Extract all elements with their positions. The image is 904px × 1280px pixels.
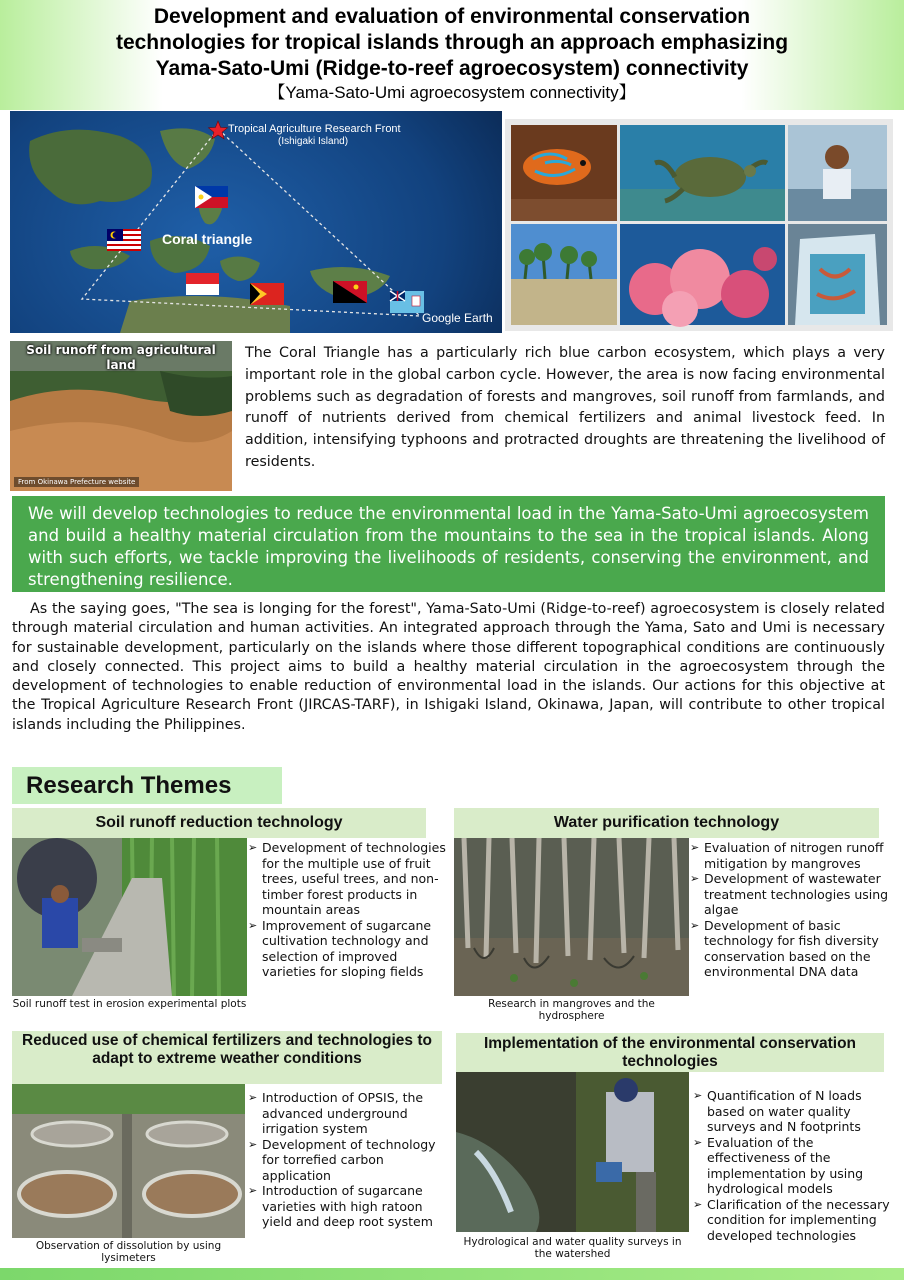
malaysia-flag (107, 229, 141, 251)
papua-new-guinea-flag (333, 281, 367, 303)
list-item: ➢ Introduction of sugarcane varieties with high ratoon yield and deep root system (248, 1183, 456, 1230)
timor-leste-flag (250, 283, 284, 305)
marker-label: Tropical Agriculture Research Front (228, 123, 401, 135)
bullets-water-purification (690, 840, 890, 980)
photo-credit: From Okinawa Prefecture website (14, 477, 139, 487)
philippines-flag (195, 186, 228, 208)
marker-label-sub: (Ishigaki Island) (278, 136, 349, 147)
water-survey-photo (456, 1072, 689, 1232)
theme-title-soil-runoff: Soil runoff reduction technology (12, 808, 426, 838)
google-earth-watermark: Google Earth (422, 311, 493, 325)
list-item: ➢ Evaluation of nitrogen runoff mitigation by mangroves (690, 840, 890, 871)
fiji-flag (390, 291, 424, 313)
poster-title (0, 0, 904, 82)
list-item: ➢ Development of wastewater treatment technologies using algae (690, 871, 890, 918)
erosion-plot-photo (12, 838, 247, 996)
list-item: ➢ Development of basic technology for fish diversity conservation based on the environmental DNA data (690, 918, 890, 980)
caption-implementation: Hydrological and water quality surveys in the watershed (463, 1236, 682, 1260)
poster-header (0, 0, 904, 110)
poster-subtitle: 【Yama-Sato-Umi agroecosystem connectivity】 (268, 83, 636, 102)
indonesia-flag (186, 273, 219, 295)
photo-collage (505, 119, 893, 331)
mandarin-fish-photo (511, 125, 617, 221)
caption-water-purification: Research in mangroves and the hydrosphere (488, 998, 655, 1022)
theme-title-implementation: Implementation of the environmental conservation technologies (456, 1033, 884, 1072)
list-item: ➢ Clarification of the necessary condition for implementing developed technologies (693, 1197, 893, 1244)
theme-title-water-purification: Water purification technology (454, 808, 879, 838)
footer-bar (0, 1268, 904, 1280)
title-line: Development and evaluation of environmental conservation (153, 5, 751, 28)
mangrove-beach-photo (511, 224, 617, 325)
intro-paragraph: The Coral Triangle has a particularly rich blue carbon ecosystem, which plays a very important role in the global carbon cycle. However, the area is now facing environmental problems such as degradation of forests and mangroves, soil runoff from farmlands, and runoff of nutrients derived from chemical fertilizers and animal livestock feed. In addition, intensifying typhoons and protracted droughts are threatening the livelihood of residents. (245, 345, 885, 470)
title-line: technologies for tropical islands through an approach emphasizing (115, 31, 789, 54)
sea-turtle-photo (620, 125, 785, 221)
title-line: Yama-Sato-Umi (Ridge-to-reef agroecosystem) connectivity (155, 57, 749, 80)
caption-fertilizers: Observation of dissolution by using lysimeters (35, 1240, 222, 1264)
lysimeter-photo (12, 1084, 245, 1238)
research-themes-heading: Research Themes (12, 767, 282, 804)
list-item: ➢ Development of technology for torrefied carbon application (248, 1137, 456, 1184)
fisherman-photo (788, 125, 887, 221)
coral-triangle-label: Coral triangle (162, 231, 253, 247)
theme-title-fertilizers: Reduced use of chemical fertilizers and technologies to adapt to extreme weather conditions (12, 1031, 442, 1084)
mangrove-research-photo (454, 838, 689, 996)
soil-runoff-photo (10, 341, 232, 491)
bullets-fertilizers (248, 1090, 456, 1230)
soil-runoff-label: Soil runoff from agricultural land (26, 343, 216, 372)
list-item: ➢ Improvement of sugarcane cultivation technology and selection of improved varieties for sloping fields (248, 918, 454, 980)
project-description: As the saying goes, "The sea is longing for the forest", Yama-Sato-Umi (Ridge-to-reef) agroecosystem is closely related through material circulation and human activities. An integrated approach through the Yama, Sato and Umi is necessary for sustainable development, particularly on the islands where those different topographical conditions are continuously and closely connected. This project aims to build a healthy material circulation in the agroecosystem through the development of technologies to enable reduction of environmental load in the islands. Our actions for this objective at the Tropical Agriculture Research Front (JIRCAS-TARF), in Ishigaki Island, Okinawa, Japan, will contribute to other tropical islands including the Philippines. (12, 601, 885, 733)
list-item: ➢ Quantification of N loads based on water quality surveys and N footprints (693, 1088, 893, 1135)
list-item: ➢ Development of technologies for the multiple use of fruit trees, useful trees, and non-timber forest products in mountain areas (248, 840, 454, 918)
mission-banner: We will develop technologies to reduce the environmental load in the Yama-Sato-Umi agroecosystem and build a healthy material circulation from the mountains to the sea in the tropical islands. Along with such efforts, we tackle improving the livelihoods of residents, conserving the environment, and strengthening resilience. (12, 496, 885, 592)
caption-soil-runoff: Soil runoff test in erosion experimental plots (12, 998, 247, 1010)
bullets-implementation (693, 1088, 893, 1243)
list-item: ➢ Evaluation of the effectiveness of the implementation by using hydrological models (693, 1135, 893, 1197)
coral-reef-photo (620, 224, 785, 327)
list-item: ➢ Introduction of OPSIS, the advanced underground irrigation system (248, 1090, 456, 1137)
fishing-boat-photo (788, 224, 887, 325)
bullets-soil-runoff (248, 840, 454, 980)
coral-triangle-map (10, 111, 502, 333)
